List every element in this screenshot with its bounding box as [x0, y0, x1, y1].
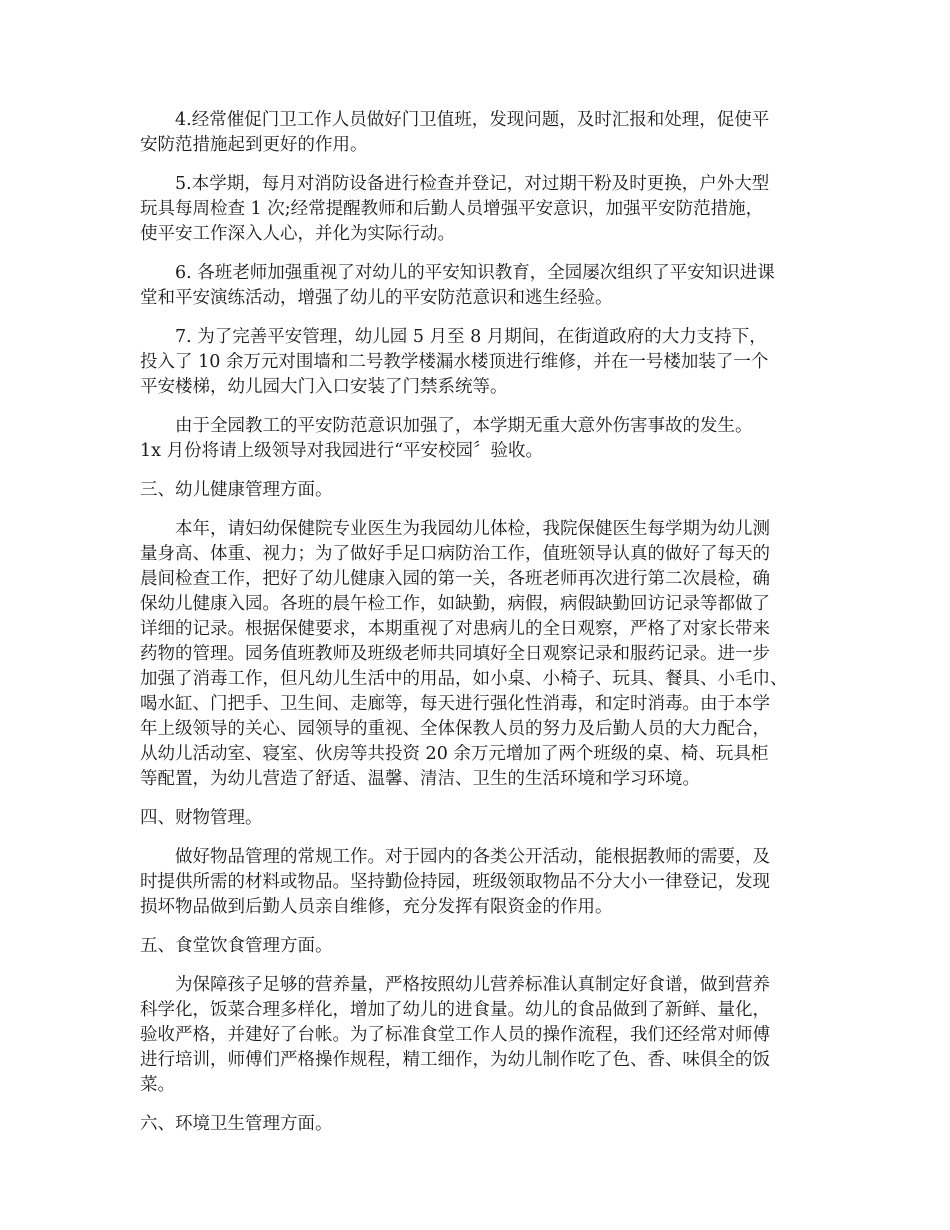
text-line: 5.本学期，每月对消防设备进行检查并登记，对过期干粉及时更换，户外大型 — [175, 174, 770, 194]
text-line: 玩具每周检查 1 次;经常提醒教师和后勤人员增强平安意识，加强平安防范措施， — [140, 199, 764, 219]
text-line: 从幼儿活动室、寝室、伙房等共投资 20 余万元增加了两个班级的桌、椅、玩具柜 — [140, 744, 769, 764]
heading-section-4: 四、财物管理。 — [140, 808, 263, 828]
text-line: 做好物品管理的常规工作。对于园内的各类公开活动，能根据教师的需要，及 — [175, 847, 770, 867]
document-body — [140, 108, 830, 1151]
paragraph-property-management — [140, 845, 830, 920]
paragraph-health-management — [140, 517, 830, 792]
heading-section-5: 五、食堂饮食管理方面。 — [140, 936, 333, 956]
text-line: 6. 各班老师加强重视了对幼儿的平安知识教育，全园屡次组织了平安知识进课 — [175, 263, 775, 283]
text-line: 投入了 10 余万元对围墙和二号教学楼漏水楼顶进行维修，并在一号楼加装了一个 — [140, 352, 769, 372]
text-line: 喝水缸、门把手、卫生间、走廊等，每天进行强化性消毒，和定时消毒。由于本学 — [140, 694, 770, 714]
text-line: 保幼儿健康入园。各班的晨午检工作，如缺勤，病假，病假缺勤回访记录等都做了 — [140, 594, 770, 614]
text-line: 量身高、体重、视力；为了做好手足口病防治工作，值班领导认真的做好了每天的 — [140, 544, 770, 564]
text-line: 菜。 — [140, 1075, 175, 1095]
text-line: 由于全园教工的平安防范意识加强了，本学期无重大意外伤害事故的发生。 — [175, 416, 753, 436]
text-line: 本年，请妇幼保健院专业医生为我园幼儿体检，我院保健医生每学期为幼儿测 — [175, 519, 770, 539]
text-line: 药物的管理。园务值班教师及班级老师共同填好全日观察记录和服药记录。进一步 — [140, 644, 770, 664]
text-line: 安防范措施起到更好的作用。 — [140, 135, 368, 155]
paragraph-item-6 — [140, 261, 830, 311]
text-line: 平安楼梯，幼儿园大门入口安装了门禁系统等。 — [140, 377, 508, 397]
text-line: 堂和平安演练活动，增强了幼儿的平安防范意识和逃生经验。 — [140, 288, 613, 308]
heading-section-6: 六、环境卫生管理方面。 — [140, 1114, 333, 1134]
heading-section-3: 三、幼儿健康管理方面。 — [140, 480, 333, 500]
paragraph-safety-summary — [140, 414, 830, 464]
text-line: 详细的记录。根据保健要求，本期重视了对患病儿的全日观察，严格了对家长带来 — [140, 619, 770, 639]
text-line: 为保障孩子足够的营养量，严格按照幼儿营养标准认真制定好食谱，做到营养 — [175, 975, 770, 995]
text-line: 验收严格，并建好了台帐。为了标准食堂工作人员的操作流程，我们还经常对师傅 — [140, 1025, 770, 1045]
text-line: 晨间检查工作，把好了幼儿健康入园的第一关，各班老师再次进行第二次晨检，确 — [140, 569, 770, 589]
text-line: 进行培训，师傅们严格操作规程，精工细作，为幼儿制作吃了色、香、味俱全的饭 — [140, 1050, 770, 1070]
text-line: 等配置，为幼儿营造了舒适、温馨、清洁、卫生的生活环境和学习环境。 — [140, 769, 700, 789]
text-line: 时提供所需的材料或物品。坚持勤俭持园，班级领取物品不分大小一律登记，发现 — [140, 872, 770, 892]
text-line: 4.经常催促门卫工作人员做好门卫值班，发现问题，及时汇报和处理，促使平 — [175, 110, 770, 130]
paragraph-item-4 — [140, 108, 830, 158]
text-line: 损坏物品做到后勤人员亲自维修，充分发挥有限资金的作用。 — [140, 897, 613, 917]
paragraph-item-5 — [140, 172, 830, 247]
text-line: 科学化，饭菜合理多样化，增加了幼儿的进食量。幼儿的食品做到了新鲜、量化， — [140, 1000, 770, 1020]
text-line: 加强了消毒工作，但凡幼儿生活中的用品，如小桌、小椅子、玩具、餐具、小毛巾、 — [140, 669, 788, 689]
text-line: 7. 为了完善平安管理，幼儿园 5 月至 8 月期间，在街道政府的大力支持下， — [175, 327, 767, 347]
paragraph-canteen-management — [140, 973, 830, 1098]
text-line: 使平安工作深入人心，并化为实际行动。 — [140, 224, 455, 244]
paragraph-item-7 — [140, 325, 830, 400]
text-line: 1x 月份将请上级领导对我园进行“平安校园〞验收。 — [140, 441, 544, 461]
text-line: 年上级领导的关心、园领导的重视、全体保教人员的努力及后勤人员的大力配合， — [140, 719, 770, 739]
